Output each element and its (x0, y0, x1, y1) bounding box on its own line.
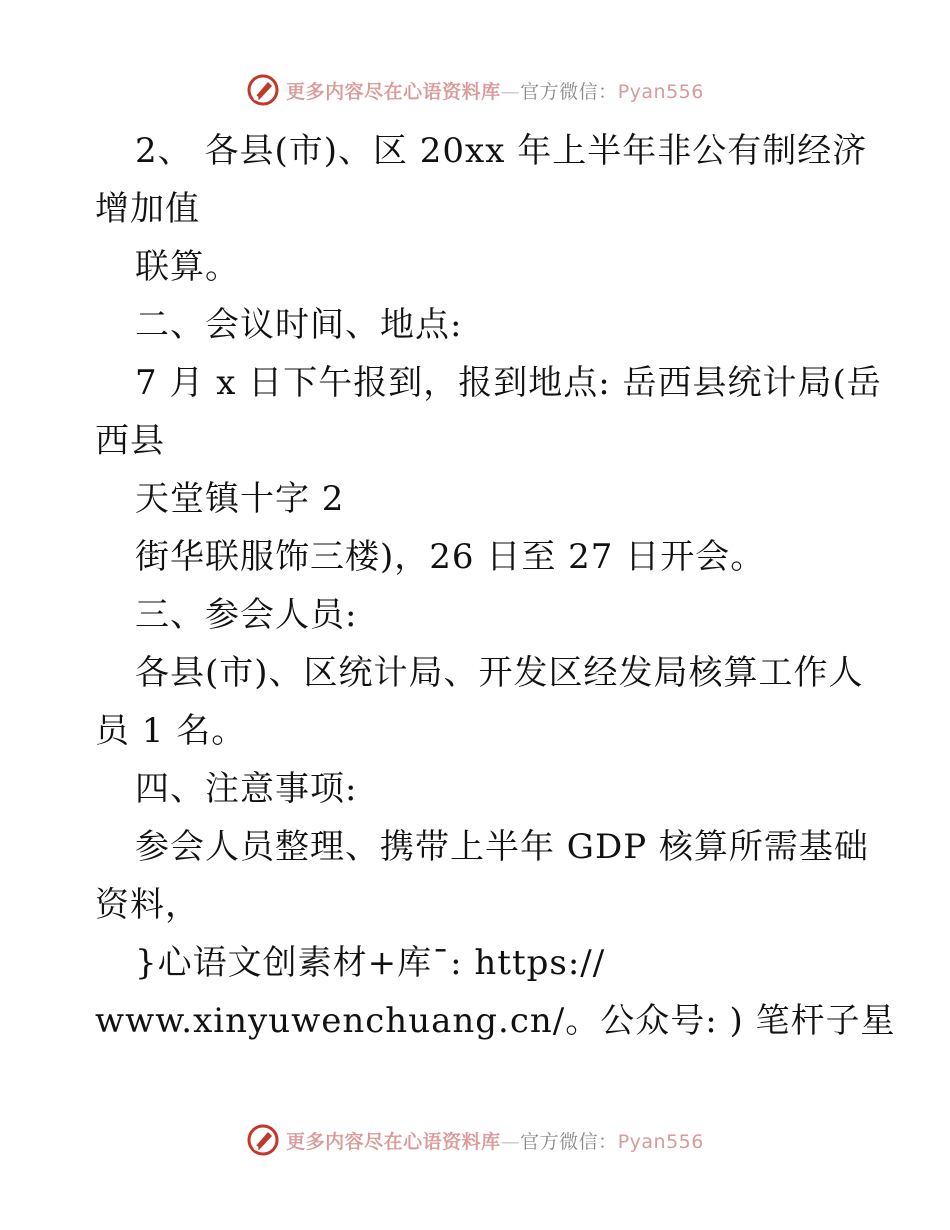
body-line: 天堂镇十字 2 (135, 479, 345, 519)
banner-separator: — (500, 80, 521, 103)
body-line: 资料， (95, 885, 200, 925)
pen-logo-icon (246, 73, 280, 107)
body-line: 参会人员整理、携带上半年 GDP 核算所需基础 (135, 827, 869, 867)
banner-wechat-label: 官方微信： (520, 1130, 618, 1153)
body-line: 7 月 x 日下午报到，报到地点: 岳西县统计局(岳 (135, 363, 882, 403)
section-heading: 三、参会人员: (135, 595, 358, 635)
body-line: 联算。 (135, 247, 240, 287)
banner-separator: — (500, 1130, 521, 1153)
body-line: 2、 各县(市)、区 20xx 年上半年非公有制经济 (135, 131, 868, 171)
body-line: 各县(市)、区统计局、开发区经发局核算工作人 (135, 653, 864, 693)
banner-wechat-id: Pyan556 (617, 80, 704, 103)
body-line: 增加值 (95, 189, 200, 229)
body-line: }心语文创素材+库¯: https:// (135, 943, 606, 983)
footer-banner (0, 1120, 950, 1160)
body-line: 西县 (95, 421, 165, 461)
header-banner (0, 70, 950, 110)
banner-wechat-id: Pyan556 (617, 1130, 704, 1153)
banner-main-text: 更多内容尽在心语资料库 (286, 1130, 501, 1153)
banner-text (286, 1127, 704, 1154)
document-body (95, 122, 896, 1050)
banner-main-text: 更多内容尽在心语资料库 (286, 80, 501, 103)
banner-wechat-label: 官方微信： (520, 80, 618, 103)
banner-text (286, 77, 704, 104)
body-line: www.xinyuwenchuang.cn/。公众号: ) 笔杆子星 (95, 1001, 896, 1041)
body-line: 员 1 名。 (95, 711, 247, 751)
section-heading: 四、注意事项: (135, 769, 358, 809)
section-heading: 二、会议时间、地点: (135, 305, 463, 345)
pen-logo-icon (246, 1123, 280, 1157)
body-line: 街华联服饰三楼)，26 日至 27 日开会。 (135, 537, 766, 577)
